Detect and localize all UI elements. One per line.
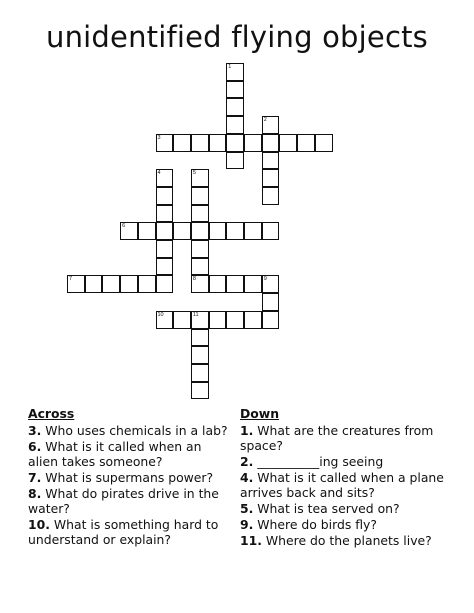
down-heading: Down [240, 406, 280, 421]
grid-cell[interactable] [244, 311, 262, 329]
cell-number: 2 [263, 117, 267, 124]
down-clue-9 [240, 517, 450, 532]
grid-cell[interactable] [226, 81, 244, 99]
clue-text: What is something hard to understand or explain? [28, 517, 219, 547]
grid-cell[interactable] [156, 258, 174, 276]
grid-cell[interactable] [138, 222, 156, 240]
grid-cell[interactable] [191, 134, 209, 152]
down-clue-1 [240, 423, 450, 453]
grid-cell[interactable] [156, 311, 174, 329]
grid-cell[interactable] [226, 275, 244, 293]
clue-text: What are the creatures from space? [240, 423, 434, 453]
grid-cell[interactable] [209, 222, 227, 240]
grid-cell[interactable] [191, 311, 209, 329]
clue-text: What is supermans power? [45, 470, 214, 485]
grid-cell[interactable] [156, 275, 174, 293]
grid-cell[interactable] [156, 134, 174, 152]
across-clue-6 [28, 439, 228, 469]
grid-cell[interactable] [120, 222, 138, 240]
grid-cell[interactable] [173, 311, 191, 329]
grid-cell[interactable] [262, 275, 280, 293]
clue-text: What do pirates drive in the water? [28, 486, 219, 516]
grid-cell[interactable] [226, 116, 244, 134]
down-clue-11 [240, 533, 450, 548]
across-clues [28, 406, 228, 548]
grid-cell[interactable] [226, 152, 244, 170]
grid-cell[interactable] [191, 346, 209, 364]
grid-cell[interactable] [226, 222, 244, 240]
grid-cell[interactable] [67, 275, 85, 293]
grid-cell[interactable] [191, 205, 209, 223]
clue-text: What is it called when an alien takes someone? [28, 439, 202, 469]
grid-cell[interactable] [226, 134, 244, 152]
clue-number: 11. [240, 533, 262, 548]
grid-cell[interactable] [209, 311, 227, 329]
clue-text: Where do birds fly? [257, 517, 377, 532]
grid-cell[interactable] [209, 134, 227, 152]
across-heading: Across [28, 406, 75, 421]
grid-cell[interactable] [191, 258, 209, 276]
cell-number: 11 [192, 311, 199, 318]
down-clues [240, 406, 450, 549]
grid-cell[interactable] [191, 169, 209, 187]
grid-cell[interactable] [262, 187, 280, 205]
grid-cell[interactable] [226, 98, 244, 116]
cell-number: 7 [69, 276, 73, 283]
clue-text: What is tea served on? [257, 501, 400, 516]
grid-cell[interactable] [156, 240, 174, 258]
clue-number: 9. [240, 517, 254, 532]
across-clue-10 [28, 517, 228, 547]
grid-cell[interactable] [191, 222, 209, 240]
grid-cell[interactable] [138, 275, 156, 293]
grid-cell[interactable] [156, 222, 174, 240]
grid-cell[interactable] [262, 152, 280, 170]
clue-text: What is it called when a plane arrives back and sits? [240, 470, 444, 500]
grid-cell[interactable] [120, 275, 138, 293]
grid-cell[interactable] [191, 240, 209, 258]
clue-text: __________ing seeing [257, 454, 384, 469]
clue-number: 3. [28, 423, 42, 438]
grid-cell[interactable] [315, 134, 333, 152]
grid-cell[interactable] [191, 329, 209, 347]
cell-number: 9 [263, 276, 267, 283]
across-clue-7 [28, 470, 228, 485]
grid-cell[interactable] [279, 134, 297, 152]
clue-text: Who uses chemicals in a lab? [45, 423, 228, 438]
cell-number: 5 [192, 170, 196, 177]
cell-number: 10 [157, 311, 164, 318]
down-clue-4 [240, 470, 450, 500]
grid-cell[interactable] [244, 275, 262, 293]
grid-cell[interactable] [244, 222, 262, 240]
grid-cell[interactable] [173, 134, 191, 152]
clue-number: 2. [240, 454, 254, 469]
clue-number: 1. [240, 423, 254, 438]
grid-cell[interactable] [297, 134, 315, 152]
down-clue-2 [240, 454, 450, 469]
grid-cell[interactable] [262, 134, 280, 152]
grid-cell[interactable] [173, 222, 191, 240]
grid-cell[interactable] [156, 187, 174, 205]
clue-number: 6. [28, 439, 42, 454]
grid-cell[interactable] [156, 169, 174, 187]
grid-cell[interactable] [191, 382, 209, 400]
clue-number: 8. [28, 486, 42, 501]
grid-cell[interactable] [191, 275, 209, 293]
grid-cell[interactable] [191, 364, 209, 382]
clue-number: 10. [28, 517, 50, 532]
cell-number: 6 [122, 223, 126, 230]
grid-cell[interactable] [156, 205, 174, 223]
cell-number: 1 [228, 64, 232, 70]
grid-cell[interactable] [209, 275, 227, 293]
grid-cell[interactable] [85, 275, 103, 293]
clue-number: 7. [28, 470, 42, 485]
grid-cell[interactable] [226, 311, 244, 329]
clue-number: 5. [240, 501, 254, 516]
grid-cell[interactable] [262, 311, 280, 329]
puzzle-title: unidentified flying objects [46, 20, 428, 54]
grid-cell[interactable] [226, 63, 244, 81]
across-clue-8 [28, 486, 228, 516]
down-clue-5 [240, 501, 450, 516]
grid-cell[interactable] [262, 222, 280, 240]
grid-cell[interactable] [191, 187, 209, 205]
cell-number: 8 [192, 276, 196, 283]
grid-cell[interactable] [262, 169, 280, 187]
grid-cell[interactable] [102, 275, 120, 293]
grid-cell[interactable] [262, 293, 280, 311]
clue-number: 4. [240, 470, 254, 485]
clue-text: Where do the planets live? [265, 533, 432, 548]
grid-cell[interactable] [262, 116, 280, 134]
grid-cell[interactable] [244, 134, 262, 152]
across-clue-3 [28, 423, 228, 438]
cell-number: 3 [157, 134, 161, 141]
cell-number: 4 [157, 170, 161, 177]
